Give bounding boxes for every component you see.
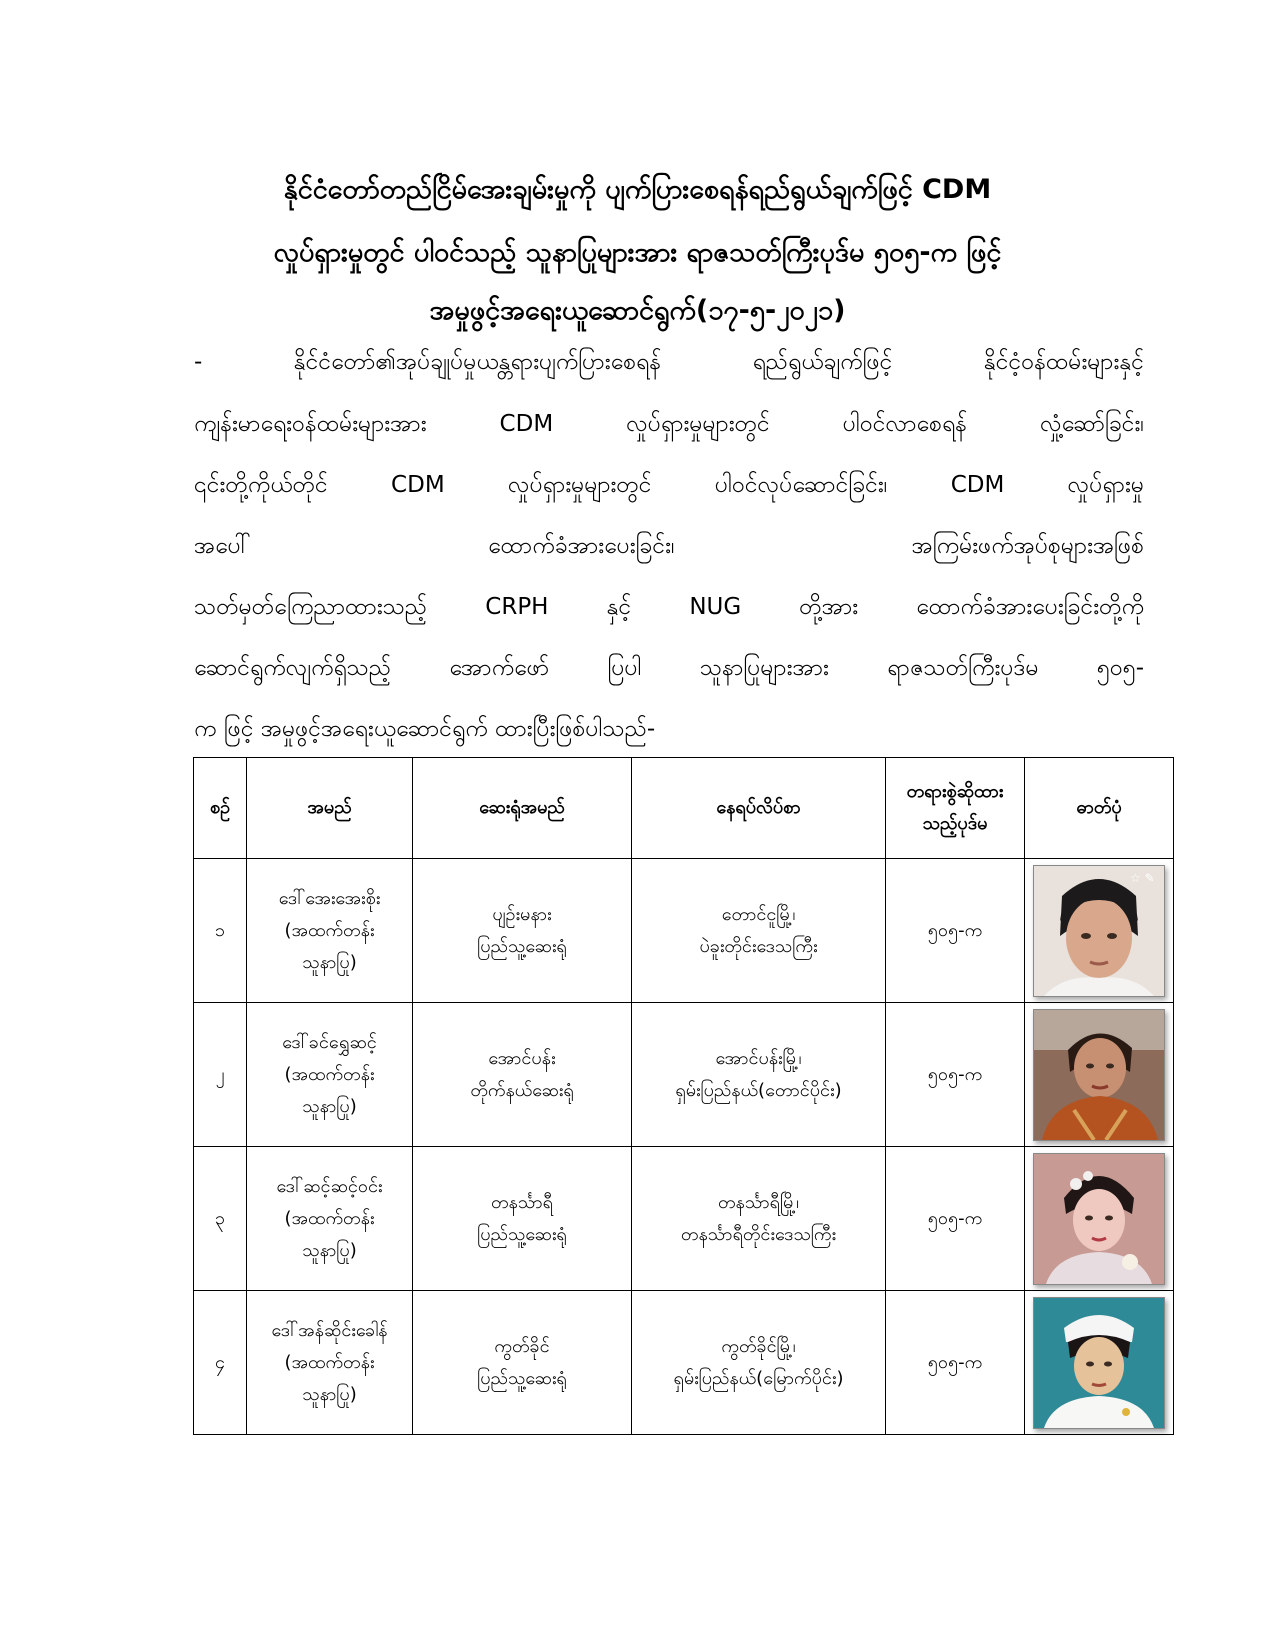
header-no: စဉ်: [194, 758, 247, 859]
cell-no: ၂: [194, 1003, 247, 1147]
hospital-line: တိုက်နယ်ဆေးရုံ: [470, 1079, 574, 1101]
body-line-7: က ဖြင့် အမှုဖွင့်အရေးယူဆောင်ရွက် ထားပြီးဖြစ်ပါသည်-: [194, 716, 656, 742]
name-line: သူနာပြု): [302, 1239, 357, 1261]
cell-hospital: [413, 1291, 632, 1435]
header-section: [886, 758, 1025, 859]
cell-section: ၅၀၅-က: [886, 1147, 1025, 1291]
header-name: အမည်: [247, 758, 413, 859]
address-line: အောင်ပန်းမြို့၊: [715, 1047, 802, 1069]
cell-hospital: [413, 859, 632, 1003]
address-line: ရှမ်းပြည်နယ်(တောင်ပိုင်း): [675, 1079, 842, 1101]
cell-address: [632, 859, 886, 1003]
name-line: ဒေါ်အန်ဆိုင်းခေါန်: [271, 1319, 388, 1341]
table-row: [194, 859, 1174, 1003]
name-line: ဒေါ်အေးအေးစိုး: [278, 887, 381, 909]
cell-photo: [1025, 1003, 1174, 1147]
hospital-line: ပျဉ်းမနား: [492, 903, 552, 925]
address-line: တနင်္သာရီတိုင်းဒေသကြီး: [680, 1223, 837, 1245]
cell-name: [247, 859, 413, 1003]
cell-address: [632, 1147, 886, 1291]
cell-no: ၃: [194, 1147, 247, 1291]
address-line: တောင်ငူမြို့၊: [721, 903, 796, 925]
svg-text:☆ ✎: ☆ ✎: [1130, 870, 1155, 885]
table-row: [194, 1291, 1174, 1435]
address-line: တနင်္သာရီမြို့၊: [718, 1191, 799, 1213]
name-line: (အထက်တန်း: [284, 919, 375, 941]
cell-photo: [1025, 859, 1174, 1003]
portrait-photo-icon: [1033, 1297, 1165, 1429]
name-line: (အထက်တန်း: [284, 1063, 375, 1085]
address-line: ပဲခူးတိုင်းဒေသကြီး: [699, 935, 818, 957]
title-line-1: နိုင်ငံတော်တည်ငြိမ်အေးချမ်းမှုကို ပျက်ပြားစေရန်ရည်ရွယ်ချက်ဖြင့် CDM: [283, 174, 992, 205]
name-line: သူနာပြု): [302, 951, 357, 973]
table-row: [194, 1003, 1174, 1147]
header-hospital: ဆေးရုံအမည်: [413, 758, 632, 859]
cell-name: [247, 1003, 413, 1147]
name-line: ဒေါ်ဆင့်ဆင့်ဝင်း: [276, 1175, 383, 1197]
cell-photo: [1025, 1147, 1174, 1291]
body-line-2: ကျန်းမာရေးဝန်ထမ်းများအား CDM လှုပ်ရှားမှုများတွင် ပါဝင်လာစေရန် လှုံ့ဆော်ခြင်း၊: [194, 411, 1144, 437]
header-photo: ဓာတ်ပုံ: [1025, 758, 1174, 859]
title-line-2: လှုပ်ရှားမှုတွင် ပါဝင်သည့် သူနာပြုများအား ရာဇသတ်ကြီးပုဒ်မ ၅၀၅-က ဖြင့်: [273, 237, 1002, 268]
header-section-line-2: သည့်ပုဒ်မ: [922, 813, 988, 834]
cell-no: ၁: [194, 859, 247, 1003]
cell-no: ၄: [194, 1291, 247, 1435]
address-line: ကွတ်ခိုင်မြို့၊: [721, 1335, 796, 1357]
cell-hospital: [413, 1003, 632, 1147]
name-line: (အထက်တန်း: [284, 1351, 375, 1373]
body-line-4: အပေါ် ထောက်ခံအားပေးခြင်း၊ အကြမ်းဖက်အုပ်စုများအဖြစ်: [194, 533, 1144, 559]
cell-section: ၅၀၅-က: [886, 1291, 1025, 1435]
cell-address: [632, 1291, 886, 1435]
hospital-line: အောင်ပန်း: [488, 1047, 556, 1069]
header-address: နေရပ်လိပ်စာ: [632, 758, 886, 859]
hospital-line: ပြည်သူ့ဆေးရုံ: [477, 1367, 567, 1389]
records-table: [193, 757, 1174, 1435]
body-line-3: ၎င်းတို့ကိုယ်တိုင် CDM လှုပ်ရှားမှုများတွင် ပါဝင်လုပ်ဆောင်ခြင်း၊ CDM လှုပ်ရှားမှု: [194, 472, 1144, 498]
cell-name: [247, 1291, 413, 1435]
cell-section: ၅၀၅-က: [886, 859, 1025, 1003]
hospital-line: တနင်္သာရီ: [491, 1191, 553, 1213]
address-line: ရှမ်းပြည်နယ်(မြောက်ပိုင်း): [673, 1367, 844, 1389]
body-line-5: သတ်မှတ်ကြေညာထားသည့် CRPH နှင့် NUG တို့အား ထောက်ခံအားပေးခြင်းတို့ကို: [194, 594, 1144, 620]
name-line: သူနာပြု): [302, 1095, 357, 1117]
cell-name: [247, 1147, 413, 1291]
hospital-line: ပြည်သူ့ဆေးရုံ: [477, 1223, 567, 1245]
title-line-3: အမှုဖွင့်အရေးယူဆောင်ရွက်(၁၇-၅-၂၀၂၁): [429, 295, 846, 326]
cell-hospital: [413, 1147, 632, 1291]
name-line: သူနာပြု): [302, 1383, 357, 1405]
cell-section: ၅၀၅-က: [886, 1003, 1025, 1147]
portrait-photo-icon: [1033, 1009, 1165, 1141]
name-line: (အထက်တန်း: [284, 1207, 375, 1229]
portrait-photo-icon: [1033, 1153, 1165, 1285]
hospital-line: ပြည်သူ့ဆေးရုံ: [477, 935, 567, 957]
cell-photo: [1025, 1291, 1174, 1435]
hospital-line: ကွတ်ခိုင်: [494, 1335, 550, 1357]
name-line: ဒေါ်ခင်ရွှေဆင့်: [282, 1031, 377, 1053]
body-line-1: - နိုင်ငံတော်၏အုပ်ချုပ်မှုယန္တရားပျက်ပြားစေရန် ရည်ရွယ်ချက်ဖြင့် နိုင်ငံ့ဝန်ထမ်းများနှင့်: [194, 349, 1144, 375]
table-row: [194, 1147, 1174, 1291]
table-header-row: [194, 758, 1174, 859]
body-line-6: ဆောင်ရွက်လျက်ရှိသည့် အောက်ဖော် ပြပါ သူနာပြုများအား ရာဇသတ်ကြီးပုဒ်မ ၅၀၅-: [194, 655, 1144, 681]
cell-address: [632, 1003, 886, 1147]
portrait-photo-icon: [1033, 865, 1165, 997]
header-section-line-1: တရားစွဲဆိုထား: [906, 781, 1004, 802]
